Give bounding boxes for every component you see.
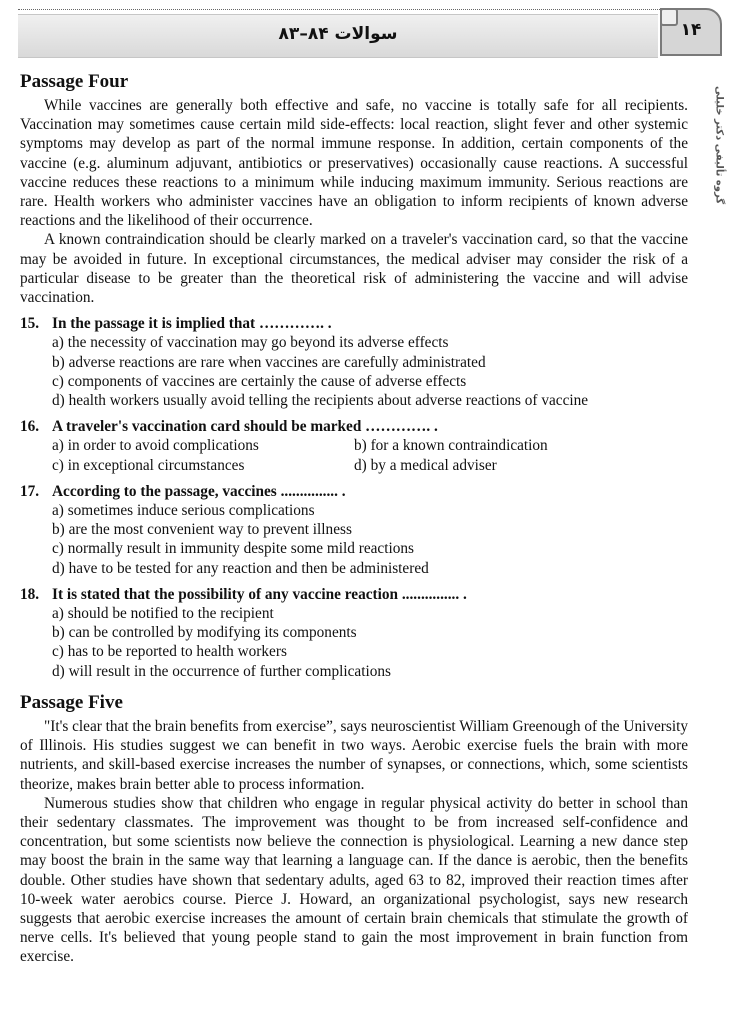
question-number: 15. [20, 315, 40, 333]
option-c: c) in exceptional circumstances [52, 456, 245, 474]
question-16 [20, 417, 688, 475]
question-stem [20, 417, 688, 436]
question-stem [20, 482, 688, 501]
passage-five-heading: Passage Five [20, 691, 123, 713]
page-content [20, 70, 688, 967]
header-title: سوالات ۸۴–۸۳ [278, 24, 398, 44]
passage-four-paragraph-1: While vaccines are generally both effective and safe, no vaccine is totally safe for all recipients. Vaccination may sometimes cause certain mild side-effects: local reaction, slight fever and other systemic symptoms may develop as part of the normal immune response. In addition, certain components of the vaccine (e.g. aluminum adjuvant, antibiotics or preservatives) occasionally cause reactions. A successful vaccine reduces these reactions to a minimum while inducing maximum immunity. Serious reactions are rare. Health workers who administer vaccines have an obligation to inform recipients of known adverse reactions and the likelihood of their occurrence. [20, 97, 688, 230]
section-spacer [20, 681, 688, 691]
option-d: d) will result in the occurrence of further complications [52, 662, 391, 680]
option-a: a) sometimes induce serious complications [52, 502, 315, 520]
option-b: b) adverse reactions are rare when vaccines are carefully administrated [52, 353, 486, 371]
side-publisher-label [712, 70, 726, 220]
question-18 [20, 585, 688, 681]
question-stem [20, 314, 688, 333]
options-grid [20, 436, 688, 474]
option-c: c) has to be reported to health workers [52, 643, 287, 661]
question-15 [20, 314, 688, 410]
passage-five [20, 691, 688, 967]
question-number: 16. [20, 418, 40, 436]
question-number: 18. [20, 585, 40, 603]
option-b: b) can be controlled by modifying its components [52, 624, 357, 642]
passage-four [20, 70, 688, 307]
option-a: a) in order to avoid complications [52, 437, 259, 455]
option-d: d) health workers usually avoid telling the recipients about adverse reactions of vaccine [52, 392, 589, 410]
option-c: c) components of vaccines are certainly the cause of adverse effects [52, 372, 467, 390]
page-header [18, 14, 658, 58]
question-stem [20, 585, 688, 604]
question-text: In the passage it is implied that …………. . [52, 315, 332, 333]
option-a: a) the necessity of vaccination may go beyond its adverse effects [52, 334, 449, 352]
question-text: It is stated that the possibility of any vaccine reaction ............... . [52, 585, 467, 603]
question-number: 17. [20, 482, 40, 500]
option-b: b) for a known contraindication [354, 437, 548, 455]
question-text: A traveler's vaccination card should be marked …………. . [52, 418, 438, 436]
side-label-text: گروه تألیفی دکتر خلیلی [713, 85, 725, 205]
option-d: d) have to be tested for any reaction and then be administered [52, 559, 429, 577]
question-text: According to the passage, vaccines ............... . [52, 482, 346, 500]
header-dotted-rule [18, 9, 708, 10]
option-c: c) normally result in immunity despite some mild reactions [52, 540, 414, 558]
option-b: b) are the most convenient way to prevent illness [52, 521, 352, 539]
option-d: d) by a medical adviser [354, 456, 497, 474]
passage-five-paragraph-1: "It's clear that the brain benefits from exercise”, says neuroscientist William Greenough of the University of Illinois. His studies suggest we can benefit in two ways. Aerobic exercise fuels the brain with more nutrients, and skill-based exercise increases the number of synapses, or connections, which, some scientists theorize, makes brain better able to process information. [20, 717, 688, 793]
passage-five-paragraph-2: Numerous studies show that children who engage in regular physical activity do better in school than their sedentary classmates. The improvement was thought to be from increased self-confidence and concentration, but some scientists now believe the connection is physiological. Learning a new dance step may boost the brain in the same way that learning a language can. If the dance is aerobic, then the benefits double. Other studies have shown that sedentary adults, aged 63 to 82, improved their reaction times after 10-week water aerobics course. Pierce J. Howard, an organizational psychologist, says new research suggests that aerobic exercise increases the amount of certain brain chemicals that stimulate the growth of nerve cells. It's believed that young people stand to gain the most improvement in brain function from exercise. [20, 794, 688, 966]
passage-four-heading: Passage Four [20, 71, 129, 92]
option-a: a) should be notified to the recipient [52, 605, 274, 623]
question-17 [20, 482, 688, 578]
page-number-tab [660, 8, 722, 56]
passage-four-paragraph-2: A known contraindication should be clearly marked on a traveler's vaccination card, so that the vaccine may be avoided in future. In exceptional circumstances, the medical adviser may consider the risk of a particular disease to be greater than the theoretical risk of administering the vaccine and will advise vaccination. [20, 231, 688, 307]
page-number: ۱۴ [680, 20, 702, 40]
